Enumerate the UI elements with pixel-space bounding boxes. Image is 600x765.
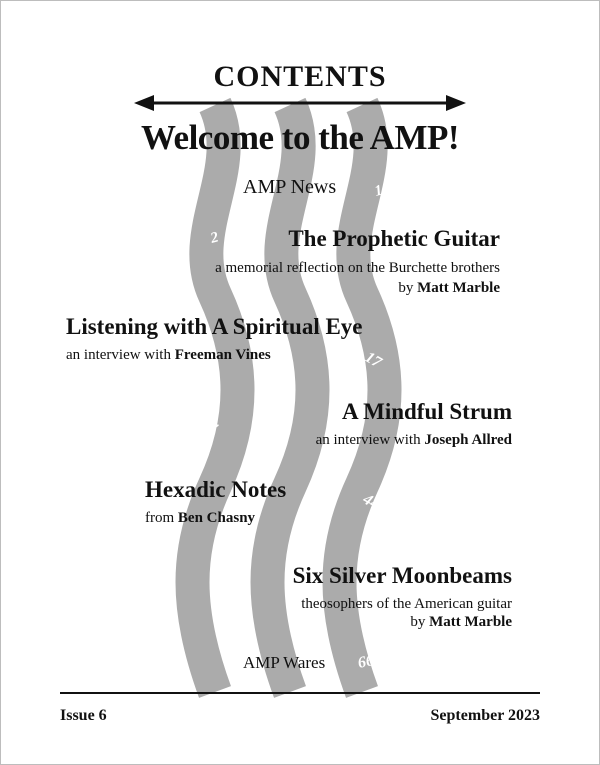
issue-date: September 2023 — [430, 707, 540, 724]
page-number-mindful-strum: 32 — [199, 414, 223, 438]
article-title-mindful-strum[interactable]: A Mindful Strum — [342, 399, 512, 424]
article-subtitle-prophetic-guitar: a memorial reflection on the Burchette brothers — [215, 260, 500, 276]
author-name: Matt Marble — [429, 614, 512, 630]
author-name: Ben Chasny — [177, 510, 256, 526]
subtitle-prefix: from — [145, 510, 175, 526]
article-byline-moonbeams — [410, 614, 512, 631]
article-subtitle-mindful-strum — [316, 432, 512, 449]
contents-title: CONTENTS — [213, 60, 387, 93]
welcome-heading[interactable]: Welcome to the AMP! — [140, 118, 460, 157]
subtitle-prefix: an interview with — [66, 347, 171, 363]
interviewee-name: Joseph Allred — [424, 432, 512, 448]
footer-divider — [60, 692, 540, 694]
issue-number: Issue 6 — [60, 707, 107, 724]
page-number-hexadic-notes: 44 — [360, 490, 383, 514]
page-number-prophetic-guitar: 2 — [208, 229, 221, 247]
author-name: Matt Marble — [417, 280, 500, 296]
ribbon-left — [193, 105, 238, 692]
page-number-wares: 66 — [356, 651, 376, 672]
article-byline-prophetic-guitar — [398, 280, 500, 297]
article-subtitle-hexadic-notes — [145, 510, 255, 527]
article-title-moonbeams[interactable]: Six Silver Moonbeams — [292, 563, 512, 588]
page-number-spiritual-eye: 17 — [362, 348, 385, 372]
article-title-spiritual-eye[interactable]: Listening with A Spiritual Eye — [66, 314, 363, 339]
byline-prefix: by — [398, 280, 414, 296]
subtitle-prefix: an interview with — [315, 432, 421, 448]
article-title-prophetic-guitar[interactable]: The Prophetic Guitar — [288, 226, 500, 251]
interviewee-name: Freeman Vines — [174, 347, 271, 363]
byline-prefix: by — [410, 614, 426, 630]
page-number-news: 1 — [372, 182, 385, 200]
amp-news-link[interactable]: AMP News — [243, 176, 337, 198]
article-subtitle-spiritual-eye — [66, 347, 271, 364]
amp-wares-link[interactable]: AMP Wares — [243, 653, 326, 672]
article-subtitle-moonbeams: theosophers of the American guitar — [301, 596, 512, 612]
article-title-hexadic-notes[interactable]: Hexadic Notes — [145, 477, 287, 502]
page-number-moonbeams: 56 — [211, 578, 235, 602]
